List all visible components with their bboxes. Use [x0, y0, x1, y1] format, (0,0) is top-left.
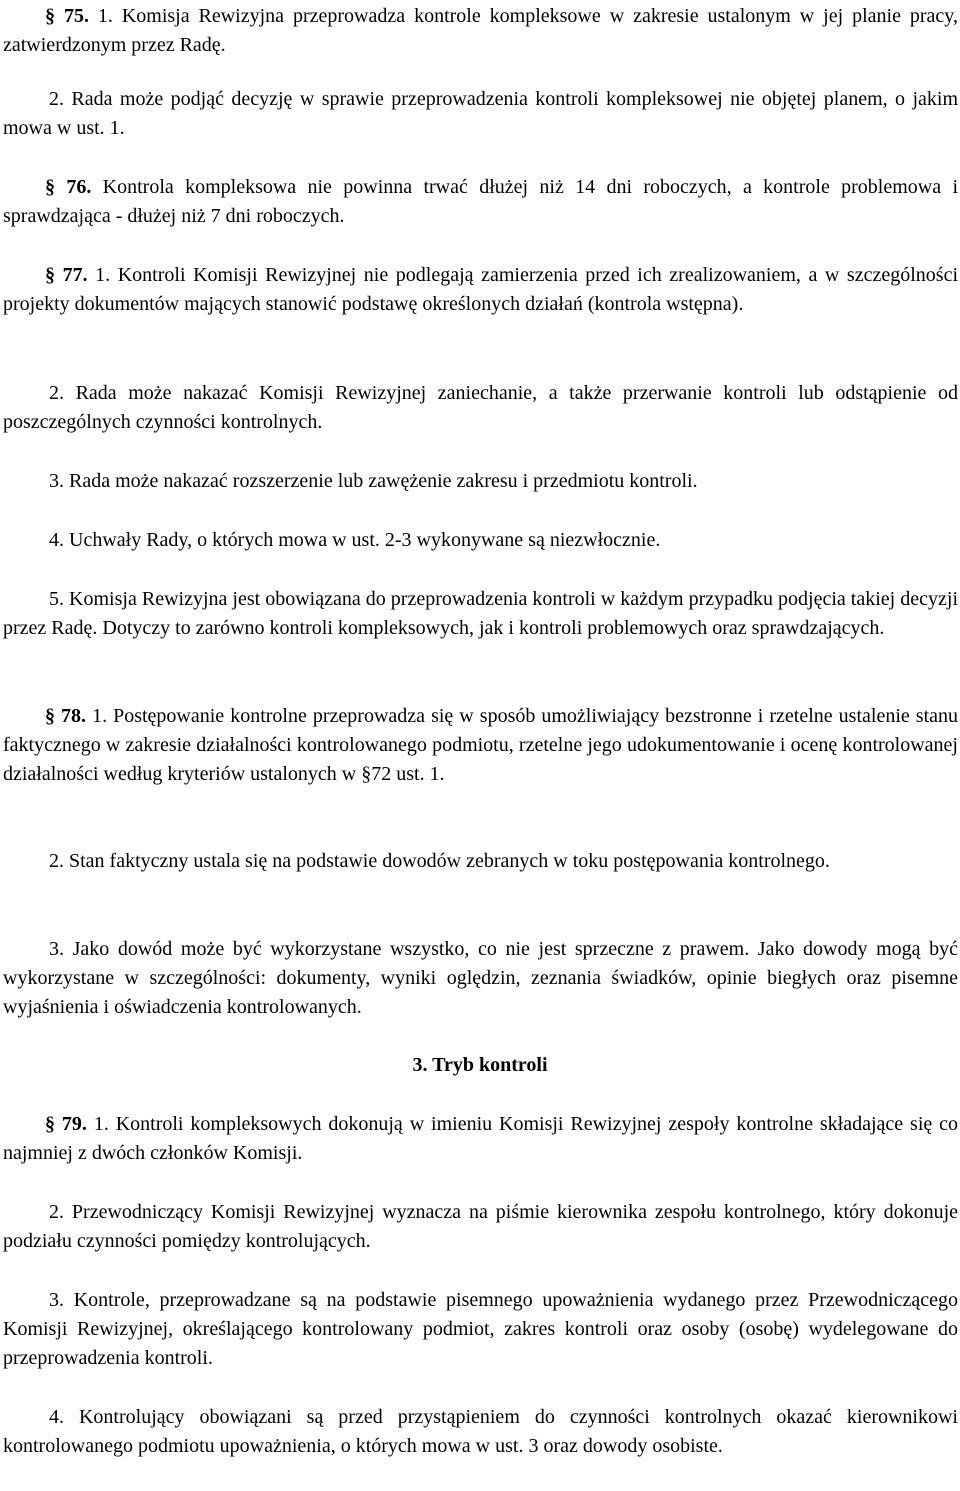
paragraph-text: Kontrole, przeprowadzane są na podstawie pisemnego upoważnienia wydanego przez Przewodniczącego Komisji Rewizyjnej, określającego kontrolowany podmiot, zakres kontroli oraz osoby (osobę) wydelegowane do przeprowadzenia kontroli.	[3, 1289, 959, 1369]
section-number: 78.	[61, 705, 87, 727]
section-number: 75.	[63, 5, 89, 27]
point-number: 5.	[49, 588, 64, 610]
point-number: 2.	[49, 382, 64, 404]
section-number: 79.	[61, 1113, 87, 1135]
point-number: 2.	[49, 850, 64, 872]
paragraph-77-2	[3, 379, 958, 437]
paragraph-text: Rada może nakazać Komisji Rewizyjnej zaniechanie, a także przerwanie kontroli lub odstąpienie od poszczególnych czynności kontrolnych.	[3, 382, 958, 433]
point-number: 3.	[49, 470, 64, 492]
point-number: 1.	[93, 1113, 109, 1135]
section-sign: §	[45, 176, 55, 198]
paragraph-text: Kontrola kompleksowa nie powinna trwać dłużej niż 14 dni roboczych, a kontrole problemowa i sprawdzająca - dłużej niż 7 dni roboczych.	[3, 176, 958, 227]
paragraph-79-2	[3, 1198, 958, 1256]
paragraph-77-1	[3, 261, 958, 319]
paragraph-text: Stan faktyczny ustala się na podstawie dowodów zebranych w toku postępowania kontrolnego.	[69, 850, 830, 872]
point-number: 2.	[49, 1201, 64, 1223]
paragraph-text: Kontroli kompleksowych dokonują w imieniu Komisji Rewizyjnej zespoły kontrolne składające się co najmniej z dwóch członków Komisji.	[3, 1113, 959, 1164]
paragraph-75-2	[3, 85, 958, 143]
paragraph-text: Komisja Rewizyjna jest obowiązana do przeprowadzenia kontroli w każdym przypadku podjęcia takiej decyzji przez Radę. Dotyczy to zarówno kontroli kompleksowych, jak i kontroli problemowych oraz sprawdzających.	[3, 588, 959, 639]
section-sign: §	[45, 1113, 55, 1135]
point-number: 1.	[95, 264, 111, 286]
section-number: 76.	[66, 176, 92, 198]
paragraph-77-3	[3, 467, 958, 496]
paragraph-text: Kontrolujący obowiązani są przed przystąpieniem do czynności kontrolnych okazać kierownikowi kontrolowanego podmiotu upoważnienia, o których mowa w ust. 3 oraz dowody osobiste.	[3, 1406, 958, 1457]
paragraph-text: Jako dowód może być wykorzystane wszystko, co nie jest sprzeczne z prawem. Jako dowody mogą być wykorzystane w szczególności: dokumenty, wyniki oględzin, zeznania świadków, opinie biegłych oraz pisemne wyjaśnienia i oświadczenia kontrolowanych.	[3, 938, 958, 1018]
point-number: 3.	[49, 938, 64, 960]
point-number: 3.	[49, 1289, 64, 1311]
paragraph-75-1	[3, 2, 958, 60]
paragraph-77-5	[3, 585, 958, 643]
point-number: 4.	[49, 1406, 64, 1428]
paragraph-79-1	[3, 1110, 958, 1168]
paragraph-79-3	[3, 1286, 958, 1373]
paragraph-text: Uchwały Rady, o których mowa w ust. 2-3 wykonywane są niezwłocznie.	[69, 529, 661, 551]
section-number: 77.	[62, 264, 88, 286]
section-sign: §	[45, 264, 55, 286]
paragraph-text: Kontroli Komisji Rewizyjnej nie podlegają zamierzenia przed ich zrealizowaniem, a w szczególności projekty dokumentów mających stanowić podstawę określonych działań (kontrola wstępna).	[3, 264, 958, 315]
paragraph-78-1	[3, 702, 958, 789]
point-number: 1.	[97, 5, 113, 27]
section-sign: §	[45, 5, 55, 27]
paragraph-76	[3, 173, 958, 231]
point-number: 4.	[49, 529, 64, 551]
paragraph-79-4	[3, 1403, 958, 1461]
paragraph-text: Komisja Rewizyjna przeprowadza kontrole kompleksowe w zakresie ustalonym w jej planie pracy, zatwierdzonym przez Radę.	[3, 5, 959, 56]
point-number: 2.	[49, 88, 64, 110]
paragraph-text: Przewodniczący Komisji Rewizyjnej wyznacza na piśmie kierownika zespołu kontrolnego, który dokonuje podziału czynności pomiędzy kontrolujących.	[3, 1201, 959, 1252]
paragraph-text: Postępowanie kontrolne przeprowadza się w sposób umożliwiający bezstronne i rzetelne ustalenie stanu faktycznego w zakresie działalności kontrolowanego podmiotu, rzetelne jego udokumentowanie i ocenę kontrolowanej działalności według kryteriów ustalonych w §72 ust. 1.	[3, 705, 959, 785]
paragraph-78-3	[3, 935, 958, 1022]
paragraph-text: Rada może nakazać rozszerzenie lub zawężenie zakresu i przedmiotu kontroli.	[69, 470, 698, 492]
point-number: 1.	[92, 705, 108, 727]
section-sign: §	[45, 705, 55, 727]
paragraph-text: Rada może podjąć decyzję w sprawie przeprowadzenia kontroli kompleksowej nie objętej planem, o jakim mowa w ust. 1.	[3, 88, 959, 139]
paragraph-78-2	[3, 847, 958, 876]
paragraph-77-4	[3, 526, 958, 555]
section-heading: 3. Tryb kontroli	[412, 1054, 548, 1076]
